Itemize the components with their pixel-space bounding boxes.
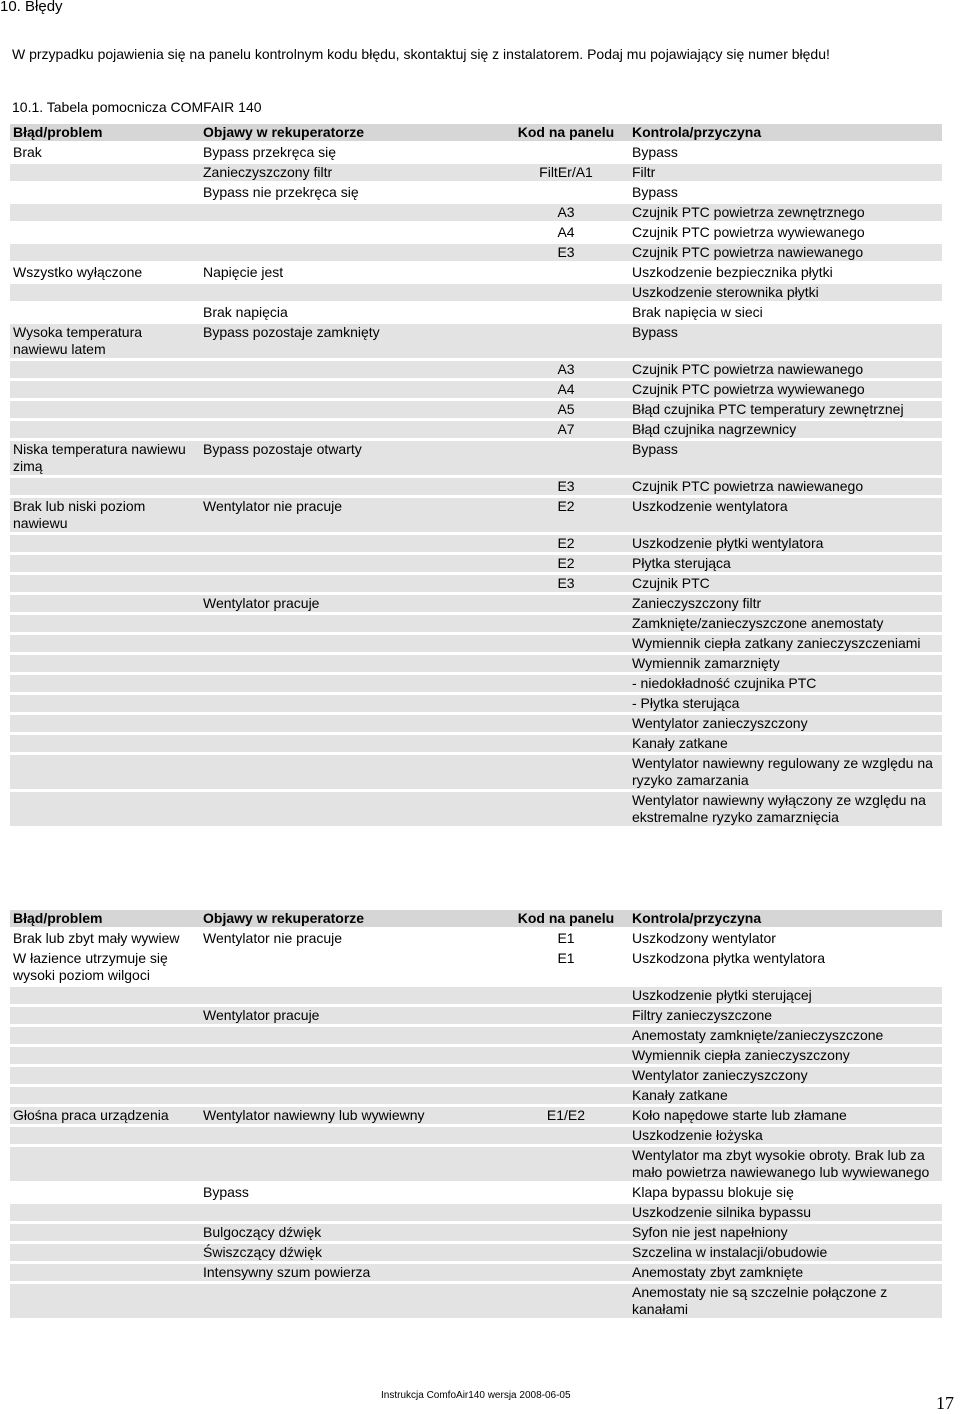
table-cell — [200, 555, 500, 572]
table-cell — [200, 1087, 500, 1104]
table-row — [10, 284, 942, 301]
table-row — [10, 1027, 942, 1044]
table-cell — [200, 1284, 500, 1318]
table-cell: Wentylator ma zbyt wysokie obroty. Brak lub za mało powietrza nawiewanego lub wywiewanego — [629, 1147, 942, 1181]
error-table-2 — [10, 907, 942, 1321]
table-cell — [10, 284, 200, 301]
table-cell: Szczelina w instalacji/obudowie — [629, 1244, 942, 1261]
table-cell — [500, 615, 629, 632]
table-cell: Anemostaty zbyt zamknięte — [629, 1264, 942, 1281]
table-cell: Bypass — [629, 324, 942, 358]
table-cell: A3 — [500, 204, 629, 221]
table-cell — [500, 1224, 629, 1241]
table-cell — [200, 755, 500, 789]
table-row — [10, 498, 942, 532]
table-cell: Czujnik PTC powietrza nawiewanego — [629, 244, 942, 261]
table-cell — [200, 575, 500, 592]
table-row — [10, 1224, 942, 1241]
table-cell: E2 — [500, 535, 629, 552]
table-row — [10, 595, 942, 612]
table-cell: Kanały zatkane — [629, 735, 942, 752]
table-cell: Zanieczyszczony filtr — [629, 595, 942, 612]
table-row — [10, 755, 942, 789]
table-cell — [10, 615, 200, 632]
table-cell: Niska temperatura nawiewu zimą — [10, 441, 200, 475]
table-row — [10, 735, 942, 752]
table-cell — [10, 1047, 200, 1064]
table-cell: Uszkodzona płytka wentylatora — [629, 950, 942, 984]
table-cell: Wymiennik ciepła zatkany zanieczyszczeniami — [629, 635, 942, 652]
table-cell: Klapa bypassu blokuje się — [629, 1184, 942, 1201]
table-cell — [500, 1264, 629, 1281]
table-cell: Brak napięcia w sieci — [629, 304, 942, 321]
table-row — [10, 1107, 942, 1124]
intro-text: W przypadku pojawienia się na panelu kontrolnym kodu błędu, skontaktuj się z instalatorem. Podaj mu pojawiający się numer błędu! — [12, 46, 830, 62]
table-cell — [500, 595, 629, 612]
table-cell — [500, 1284, 629, 1318]
table-cell: Bypass nie przekręca się — [200, 184, 500, 201]
table-cell — [10, 204, 200, 221]
table-cell — [10, 1007, 200, 1024]
table-cell — [200, 381, 500, 398]
table-cell: E1 — [500, 930, 629, 947]
table-row — [10, 1007, 942, 1024]
table-cell — [200, 1027, 500, 1044]
table-cell: Uszkodzony wentylator — [629, 930, 942, 947]
table-cell — [10, 1284, 200, 1318]
table-cell — [10, 695, 200, 712]
table-cell — [200, 655, 500, 672]
table-cell: Kanały zatkane — [629, 1087, 942, 1104]
table-cell — [500, 987, 629, 1004]
table-row — [10, 535, 942, 552]
table-row — [10, 421, 942, 438]
table-cell: Wentylator nawiewny regulowany ze względu na ryzyko zamarzania — [629, 755, 942, 789]
table-cell — [500, 735, 629, 752]
table-cell — [200, 950, 500, 984]
section-heading: 10. Błędy — [0, 0, 63, 15]
table-cell — [500, 1027, 629, 1044]
table-cell — [500, 635, 629, 652]
table-row — [10, 304, 942, 321]
table-cell — [500, 715, 629, 732]
table-cell: Czujnik PTC powietrza nawiewanego — [629, 478, 942, 495]
footer-text: Instrukcja ComfoAir140 wersja 2008-06-05 — [381, 1390, 571, 1401]
table-cell: Wentylator pracuje — [200, 1007, 500, 1024]
table-cell — [500, 1184, 629, 1201]
table-cell — [10, 304, 200, 321]
table-header-row — [10, 910, 942, 927]
table-cell — [500, 1204, 629, 1221]
table-cell — [500, 1007, 629, 1024]
table-cell — [10, 1224, 200, 1241]
table-cell — [10, 381, 200, 398]
table-cell — [10, 735, 200, 752]
table-cell: E1 — [500, 950, 629, 984]
table-cell: A7 — [500, 421, 629, 438]
table-cell — [10, 224, 200, 241]
table-cell — [10, 421, 200, 438]
table-cell: Bypass — [200, 1184, 500, 1201]
table-cell — [10, 575, 200, 592]
table-cell: Wymiennik ciepła zanieczyszczony — [629, 1047, 942, 1064]
table-header-row — [10, 124, 942, 141]
table-cell — [10, 1244, 200, 1261]
table-cell — [10, 635, 200, 652]
table-cell — [500, 655, 629, 672]
table-row — [10, 615, 942, 632]
table-cell: Bypass — [629, 144, 942, 161]
table-cell — [500, 1244, 629, 1261]
table-cell: Brak — [10, 144, 200, 161]
table-cell: Brak napięcia — [200, 304, 500, 321]
column-header: Kontrola/przyczyna — [629, 124, 942, 141]
table-cell: Uszkodzenie płytki sterującej — [629, 987, 942, 1004]
table-cell: Błąd czujnika nagrzewnicy — [629, 421, 942, 438]
table-cell: Bulgoczący dźwięk — [200, 1224, 500, 1241]
table-row — [10, 1284, 942, 1318]
table-cell: Wentylator nawiewny wyłączony ze względu na ekstremalne ryzyko zamarznięcia — [629, 792, 942, 826]
table-cell: Głośna praca urządzenia — [10, 1107, 200, 1124]
table-cell — [200, 1147, 500, 1181]
table-cell — [500, 755, 629, 789]
table-cell: Czujnik PTC powietrza wywiewanego — [629, 224, 942, 241]
table-cell — [10, 1264, 200, 1281]
table-cell: Wentylator nie pracuje — [200, 498, 500, 532]
table-cell: Anemostaty zamknięte/zanieczyszczone — [629, 1027, 942, 1044]
table-cell — [500, 1047, 629, 1064]
table-row — [10, 204, 942, 221]
table-row — [10, 987, 942, 1004]
table-cell — [500, 1127, 629, 1144]
table-cell: E1/E2 — [500, 1107, 629, 1124]
table-cell — [200, 244, 500, 261]
table-row — [10, 1127, 942, 1144]
table-row — [10, 1184, 942, 1201]
table-cell — [10, 164, 200, 181]
table-row — [10, 555, 942, 572]
table-cell — [200, 1067, 500, 1084]
table-cell — [10, 1087, 200, 1104]
error-table-1 — [10, 121, 942, 829]
table-cell: Świszczący dźwięk — [200, 1244, 500, 1261]
table-cell — [10, 361, 200, 378]
table-cell: E3 — [500, 244, 629, 261]
table-row — [10, 930, 942, 947]
page-number: 17 — [936, 1393, 954, 1413]
table-cell — [200, 987, 500, 1004]
column-header: Objawy w rekuperatorze — [200, 124, 500, 141]
table-cell — [10, 675, 200, 692]
table-cell: Wymiennik zamarznięty — [629, 655, 942, 672]
table-cell: Koło napędowe starte lub złamane — [629, 1107, 942, 1124]
table-cell — [10, 244, 200, 261]
table-cell: Bypass pozostaje zamknięty — [200, 324, 500, 358]
table-cell — [10, 1027, 200, 1044]
table-cell — [200, 204, 500, 221]
table-row — [10, 144, 942, 161]
table-cell — [200, 478, 500, 495]
table-row — [10, 1147, 942, 1181]
table-cell: E2 — [500, 498, 629, 532]
table-cell — [10, 792, 200, 826]
column-header: Kod na panelu — [500, 910, 629, 927]
table-cell: Uszkodzenie płytki wentylatora — [629, 535, 942, 552]
table-caption: 10.1. Tabela pomocnicza COMFAIR 140 — [12, 99, 262, 115]
table-cell — [10, 1184, 200, 1201]
table-cell: W łazience utrzymuje się wysoki poziom wilgoci — [10, 950, 200, 984]
table-cell — [200, 1204, 500, 1221]
table-cell: - niedokładność czujnika PTC — [629, 675, 942, 692]
table-cell — [500, 1147, 629, 1181]
table-cell — [10, 1147, 200, 1181]
table-cell — [200, 735, 500, 752]
table-cell — [200, 535, 500, 552]
table-row — [10, 1047, 942, 1064]
table-cell — [500, 304, 629, 321]
table-cell — [200, 284, 500, 301]
table-cell — [200, 635, 500, 652]
table-row — [10, 324, 942, 358]
table-cell — [200, 401, 500, 418]
column-header: Błąd/problem — [10, 910, 200, 927]
table-cell — [10, 595, 200, 612]
table-row — [10, 675, 942, 692]
table-cell: A3 — [500, 361, 629, 378]
table-cell: Zamknięte/zanieczyszczone anemostaty — [629, 615, 942, 632]
table-cell — [500, 144, 629, 161]
table-cell — [500, 441, 629, 475]
table-row — [10, 184, 942, 201]
table-cell — [200, 615, 500, 632]
table-cell — [200, 715, 500, 732]
table-cell — [500, 695, 629, 712]
table-row — [10, 1087, 942, 1104]
table-cell — [500, 284, 629, 301]
table-row — [10, 1204, 942, 1221]
table-row — [10, 1264, 942, 1281]
table-cell: Bypass — [629, 441, 942, 475]
table-row — [10, 164, 942, 181]
table-cell — [500, 1067, 629, 1084]
table-cell: Bypass — [629, 184, 942, 201]
column-header: Kontrola/przyczyna — [629, 910, 942, 927]
column-header: Kod na panelu — [500, 124, 629, 141]
table-cell: Uszkodzenie sterownika płytki — [629, 284, 942, 301]
table-row — [10, 792, 942, 826]
table-cell: FiltEr/A1 — [500, 164, 629, 181]
table-cell — [200, 1127, 500, 1144]
table-cell: Syfon nie jest napełniony — [629, 1224, 942, 1241]
table-cell: A5 — [500, 401, 629, 418]
table-cell — [200, 675, 500, 692]
table-cell — [500, 675, 629, 692]
table-row — [10, 478, 942, 495]
table-cell: Czujnik PTC — [629, 575, 942, 592]
table-cell: Wentylator pracuje — [200, 595, 500, 612]
table-cell: Anemostaty nie są szczelnie połączone z kanałami — [629, 1284, 942, 1318]
table-cell: A4 — [500, 224, 629, 241]
table-row — [10, 361, 942, 378]
table-cell: E3 — [500, 575, 629, 592]
table-cell: Filtr — [629, 164, 942, 181]
table-row — [10, 264, 942, 281]
table-cell: Uszkodzenie łożyska — [629, 1127, 942, 1144]
table-cell — [10, 755, 200, 789]
table-row — [10, 1244, 942, 1261]
table-cell — [10, 655, 200, 672]
table-cell: Napięcie jest — [200, 264, 500, 281]
table-cell: Wentylator zanieczyszczony — [629, 715, 942, 732]
table-cell — [500, 184, 629, 201]
table-row — [10, 244, 942, 261]
table-cell: Wentylator zanieczyszczony — [629, 1067, 942, 1084]
table-cell: E3 — [500, 478, 629, 495]
table-cell: Płytka sterująca — [629, 555, 942, 572]
table-cell: Uszkodzenie silnika bypassu — [629, 1204, 942, 1221]
column-header: Objawy w rekuperatorze — [200, 910, 500, 927]
table-cell — [10, 987, 200, 1004]
table-row — [10, 950, 942, 984]
table-cell — [10, 184, 200, 201]
table-row — [10, 635, 942, 652]
table-cell: Wentylator nie pracuje — [200, 930, 500, 947]
table-cell — [10, 478, 200, 495]
table-cell — [200, 361, 500, 378]
table-cell: Uszkodzenie wentylatora — [629, 498, 942, 532]
table-cell: Uszkodzenie bezpiecznika płytki — [629, 264, 942, 281]
table-cell — [10, 1204, 200, 1221]
table-cell — [500, 792, 629, 826]
table-cell — [500, 1087, 629, 1104]
column-header: Błąd/problem — [10, 124, 200, 141]
table-cell: E2 — [500, 555, 629, 572]
table-cell — [500, 264, 629, 281]
table-row — [10, 1067, 942, 1084]
table-cell — [200, 421, 500, 438]
table-cell — [10, 535, 200, 552]
table-cell: Bypass pozostaje otwarty — [200, 441, 500, 475]
table-row — [10, 695, 942, 712]
table-row — [10, 715, 942, 732]
table-cell: Filtry zanieczyszczone — [629, 1007, 942, 1024]
table-cell: Zanieczyszczony filtr — [200, 164, 500, 181]
table-cell — [10, 715, 200, 732]
table-row — [10, 381, 942, 398]
table-cell: Błąd czujnika PTC temperatury zewnętrznej — [629, 401, 942, 418]
table-cell: Brak lub niski poziom nawiewu — [10, 498, 200, 532]
table-cell — [200, 224, 500, 241]
table-cell — [500, 324, 629, 358]
table-cell: Intensywny szum powierza — [200, 1264, 500, 1281]
table-row — [10, 575, 942, 592]
table-cell — [200, 792, 500, 826]
table-cell: A4 — [500, 381, 629, 398]
table-row — [10, 655, 942, 672]
table-cell: Czujnik PTC powietrza zewnętrznego — [629, 204, 942, 221]
table-cell: Wszystko wyłączone — [10, 264, 200, 281]
table-cell: Wentylator nawiewny lub wywiewny — [200, 1107, 500, 1124]
table-cell — [10, 1067, 200, 1084]
table-row — [10, 401, 942, 418]
table-cell — [10, 401, 200, 418]
table-cell — [10, 1127, 200, 1144]
table-cell: Wysoka temperatura nawiewu latem — [10, 324, 200, 358]
table-cell — [10, 555, 200, 572]
table-row — [10, 441, 942, 475]
table-cell: Brak lub zbyt mały wywiew — [10, 930, 200, 947]
table-row — [10, 224, 942, 241]
table-cell: Czujnik PTC powietrza nawiewanego — [629, 361, 942, 378]
table-cell: - Płytka sterująca — [629, 695, 942, 712]
table-cell: Bypass przekręca się — [200, 144, 500, 161]
table-cell: Czujnik PTC powietrza wywiewanego — [629, 381, 942, 398]
table-cell — [200, 695, 500, 712]
table-cell — [200, 1047, 500, 1064]
